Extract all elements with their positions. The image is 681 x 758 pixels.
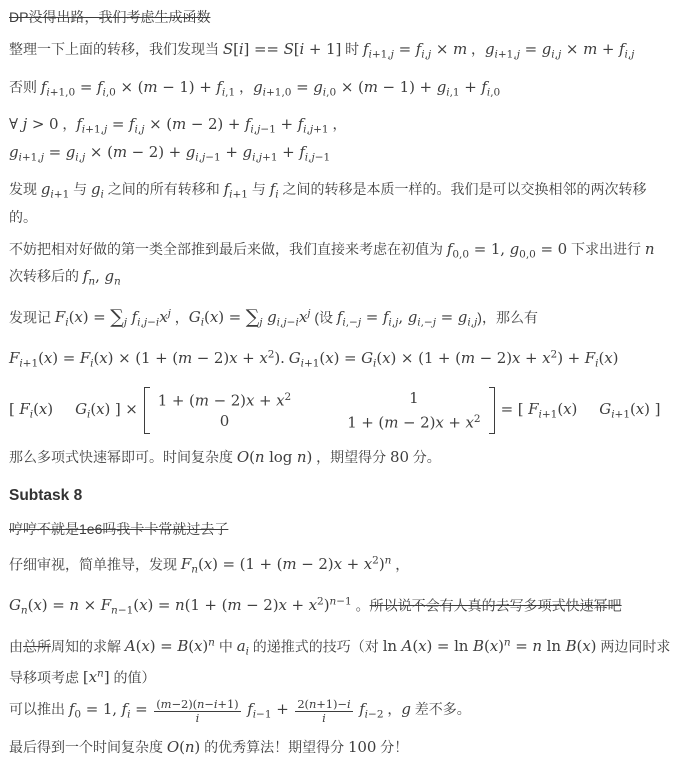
text-run: 否则 — [9, 78, 41, 95]
math-formula: ∀ j > 0 — [9, 115, 59, 133]
math-formula: $[x^n]$ — [82, 667, 110, 686]
paragraph — [9, 303, 671, 334]
math-formula: $A(x) = B(x)^n$ — [124, 636, 215, 655]
text-run: 仔细审视，简单推导，发现 — [9, 556, 181, 572]
math-formula: $\ln A(x) = \ln B(x)^n = n$ ln B(x) — [382, 636, 597, 655]
strikethrough-text: DP没得出路，我们考虑生成函数 — [9, 9, 211, 25]
text-run: ， — [170, 309, 189, 325]
math-formula: $a_i$ — [236, 637, 249, 658]
matrix-bracket-right — [489, 387, 495, 434]
text-run: 发现 — [9, 181, 41, 197]
text-run: ，期望得分 — [312, 448, 390, 465]
text-run: ， — [383, 701, 402, 717]
text-run: 之间的转移是本质一样的。我们是可以交换相邻的两次转移的。 — [9, 181, 647, 225]
text-run: 最后得到一个时间复杂度 — [9, 738, 167, 755]
math-formula: $G_{i+1}(x) = G_i(x) \times (1 + (m - 2)x + x^2) + F_i(x)$ — [288, 348, 619, 370]
math-formula: g — [401, 700, 411, 718]
text-run: 可以推出 — [9, 701, 69, 717]
text-run: 周知的求解 — [51, 638, 125, 654]
matrix-cell: 0 — [219, 411, 230, 430]
math-formula: $f_{i+1,j} = f_{i,j} \times (m - 2) + f_{i,j-1} + f_{i,j+1}$ — [76, 115, 329, 136]
paragraph — [9, 591, 671, 622]
matrix-left-vector: [ $F_i(x)$ $G_i(x)$ ] × — [9, 399, 138, 421]
text-run: (设 — [310, 309, 337, 325]
text-run: ， — [328, 116, 347, 132]
math-formula: $f_n$, $g_n$ — [82, 267, 121, 288]
text-run: 分！ — [376, 738, 409, 755]
math-formula: $G_i(x) = \sum_j$ $g_{i,j-i}x^j$ — [188, 306, 311, 329]
text-run: 那么多项式快速幂即可。时间复杂度 — [9, 448, 237, 465]
paragraph — [9, 178, 671, 228]
math-formula: S[i] == S[i + 1] — [222, 40, 342, 58]
paragraph — [9, 446, 671, 468]
text-run: ， — [391, 556, 410, 572]
text-run: 的值） — [109, 669, 156, 685]
text-run: 不妨把相对好做的第一类全部推到最后来做，我们直接来考虑在初值为 — [9, 240, 447, 257]
text-run: ， — [467, 41, 485, 57]
text-run: 中 — [214, 638, 237, 654]
paragraph — [9, 518, 671, 540]
text-run: 差不多。 — [410, 701, 471, 717]
text-run: 由 — [9, 638, 23, 654]
paragraph — [9, 550, 671, 581]
section-heading: Subtask 8 — [9, 486, 83, 504]
math-formula: $F_{i+1}(x) = F_i(x) \times (1 + (m - 2)x + x^2)$. — [9, 348, 285, 370]
math-formula: $f_{i,-j} = f_{i,j}$, $g_{i,-j} = g_{i,j}$ — [336, 308, 478, 329]
math-formula: $G_n(x) = n \times F_{n-1}(x) = n(1 + (m - 2)x + x^2)^{n-1}$ — [9, 595, 352, 617]
math-formula: 80 — [390, 447, 409, 466]
text-run: ， — [58, 116, 77, 132]
paragraph — [9, 113, 671, 168]
text-run: 与 — [247, 181, 270, 197]
strikethrough-text: 总所 — [23, 638, 51, 654]
math-formula: $f_{i+1}$ — [223, 180, 248, 201]
text-run: 下求出进行 — [567, 240, 645, 257]
math-formula: $g_{i+1,j} = g_{i,j} \times (m - 2) + g_{i,j-1} + g_{i,j+1} + f_{i,j-1}$ — [9, 142, 331, 163]
text-run: 。 — [351, 597, 370, 613]
math-formula: $F_n(x) = (1 + (m - 2)x + x^2)^n$ — [180, 554, 392, 576]
math-formula: $g_{i+1}$ — [40, 180, 70, 201]
math-formula: $f_0 = 1$, $f_i$ = $\frac{(m-2)(n-i+1)}{i}$ $f_{i-1}$ + $\frac{2(n+1)-i}{i}$ $f_{i-2}$ — [68, 697, 384, 726]
strikethrough-text: 哼哼不就是1e6吗我卡卡常就过去了 — [9, 520, 229, 537]
matrix-right-vector: = [ $F_{i+1}(x)$ $G_{i+1}(x)$ ] — [500, 399, 661, 421]
document-body — [0, 6, 681, 758]
math-formula: 100 — [347, 737, 377, 756]
math-formula: $f_{0,0} = 1$, $g_{0,0} = 0$ — [446, 239, 568, 260]
text-run: 时 — [341, 41, 364, 57]
text-run: 之间的所有转移和 — [103, 181, 224, 197]
matrix-cell: 1 — [409, 389, 419, 408]
math-formula: $f_i$ — [269, 180, 279, 201]
paragraph — [9, 76, 671, 104]
matrix-equation — [9, 387, 671, 434]
matrix-cells — [150, 387, 489, 434]
strikethrough-text: 所以说不会有人真的去写多项式快速幂吧 — [369, 597, 622, 613]
paragraph — [9, 6, 671, 28]
text-run: 的优秀算法！期望得分 — [200, 738, 348, 755]
paragraph — [9, 238, 671, 293]
text-run: 与 — [69, 181, 92, 197]
text-run: ， — [235, 78, 254, 95]
text-run: 两边同时求导移项考虑 — [9, 638, 671, 685]
math-formula: $g_{i+1,j} = g_{i,j} \times m + f_{i,j}$ — [485, 40, 635, 61]
math-formula: $f_{i+1,0} = f_{i,0} \times (m - 1) + f_{i,1}$ — [40, 77, 236, 98]
text-run: 的递推式的技巧（对 — [248, 638, 383, 654]
math-formula: O(n log n) — [236, 447, 313, 466]
paragraph — [9, 632, 671, 689]
paragraph — [9, 344, 671, 375]
text-run: )，那么有 — [477, 309, 538, 325]
paragraph — [9, 38, 671, 66]
math-formula: $g_i$ — [91, 180, 104, 201]
paragraph — [9, 736, 671, 758]
math-formula: $f_{i+1,j} = f_{i,j} \times m$ — [363, 40, 468, 61]
math-formula: O(n) — [166, 737, 201, 756]
text-run: 整理一下上面的转移，我们发现当 — [9, 41, 223, 57]
paragraph — [9, 698, 671, 726]
text-run: 分。 — [408, 448, 441, 465]
text-run: 次转移后的 — [9, 268, 83, 284]
text-run: 发现记 — [9, 309, 55, 325]
matrix-2x2 — [144, 387, 495, 434]
math-formula: $F_i(x) = \sum_j$ $f_{i,j-i}x^j$ — [54, 306, 171, 329]
math-formula: n — [644, 239, 655, 258]
matrix-cell: $1 + (m - 2)x + x^2$ — [157, 390, 292, 409]
math-formula: $g_{i+1,0} = g_{i,0} \times (m - 1) + g_{i,1} + f_{i,0}$ — [253, 77, 501, 98]
matrix-cell: $1 + (m - 2)x + x^2$ — [347, 413, 481, 432]
